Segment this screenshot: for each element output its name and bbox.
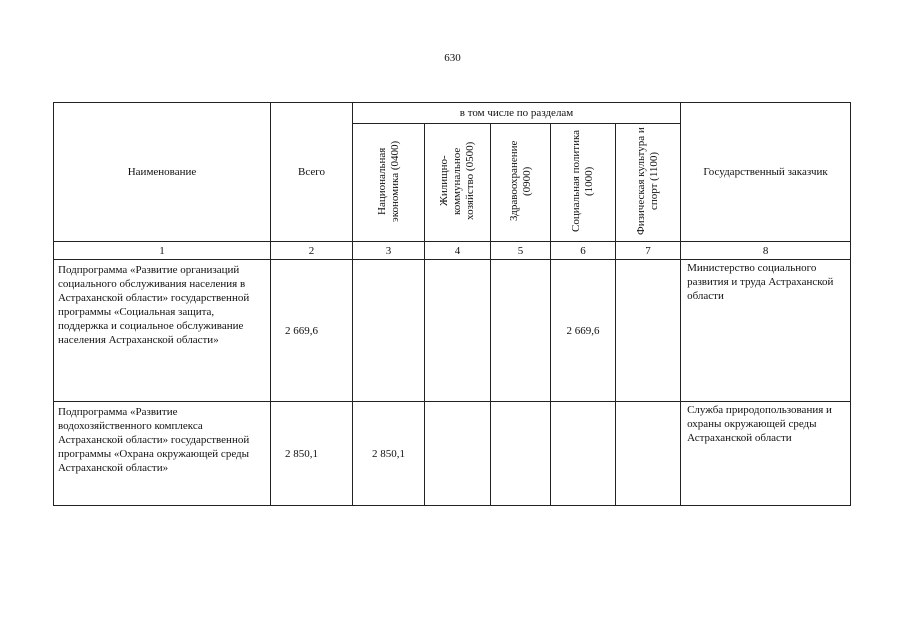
column-number: 1 — [54, 242, 271, 260]
row-section-0900 — [491, 402, 551, 506]
row-section-0900 — [491, 260, 551, 402]
row-section-1100 — [616, 260, 681, 402]
header-section-0500 — [425, 124, 491, 242]
row-section-0400: 2 850,1 — [353, 402, 425, 506]
header-section-0400 — [353, 124, 425, 242]
column-number-row — [54, 242, 851, 260]
header-section-1100 — [616, 124, 681, 242]
column-number: 3 — [353, 242, 425, 260]
budget-table — [53, 102, 851, 506]
header-row-top — [54, 103, 851, 124]
column-number: 7 — [616, 242, 681, 260]
column-number: 6 — [551, 242, 616, 260]
header-customer: Государственный заказчик — [681, 103, 851, 242]
header-section-1000 — [551, 124, 616, 242]
header-section-1000-label: Социальная политика (1000) — [570, 129, 595, 233]
row-section-0500 — [425, 402, 491, 506]
row-section-0400 — [353, 260, 425, 402]
header-sections-group: в том числе по разделам — [353, 103, 681, 124]
header-total: Всего — [271, 103, 353, 242]
row-section-0500 — [425, 260, 491, 402]
row-name: Подпрограмма «Развитие водохозяйственного комплекса Астраханской области» государственной программы «Охрана окружающей среды Астраханской области» — [54, 402, 271, 506]
row-section-1000: 2 669,6 — [551, 260, 616, 402]
row-total: 2 669,6 — [271, 260, 353, 402]
header-section-0500-label: Жилищно-коммунальное хозяйство (0500) — [438, 141, 476, 221]
header-section-0900 — [491, 124, 551, 242]
header-section-0400-label: Национальная экономика (0400) — [375, 140, 401, 222]
row-customer: Служба природопользования и охраны окружающей среды Астраханской области — [681, 402, 851, 506]
header-name: Наименование — [54, 103, 271, 242]
header-section-0900-label: Здравоохранение (0900) — [507, 140, 533, 222]
table-row — [54, 402, 851, 506]
row-section-1000 — [551, 402, 616, 506]
page-number: 630 — [444, 52, 461, 64]
row-section-1100 — [616, 402, 681, 506]
column-number: 4 — [425, 242, 491, 260]
column-number: 2 — [271, 242, 353, 260]
header-section-1100-label: Физическая культура и спорт (1100) — [635, 127, 661, 235]
row-name: Подпрограмма «Развитие организаций социального обслуживания населения в Астраханской области» государственной программы «Социальная защита, поддержка и социальное обслуживание населения Астраханской области» — [54, 260, 271, 402]
row-customer: Министерство социального развития и труда Астраханской области — [681, 260, 851, 402]
row-total: 2 850,1 — [271, 402, 353, 506]
table-row — [54, 260, 851, 402]
column-number: 8 — [681, 242, 851, 260]
column-number: 5 — [491, 242, 551, 260]
